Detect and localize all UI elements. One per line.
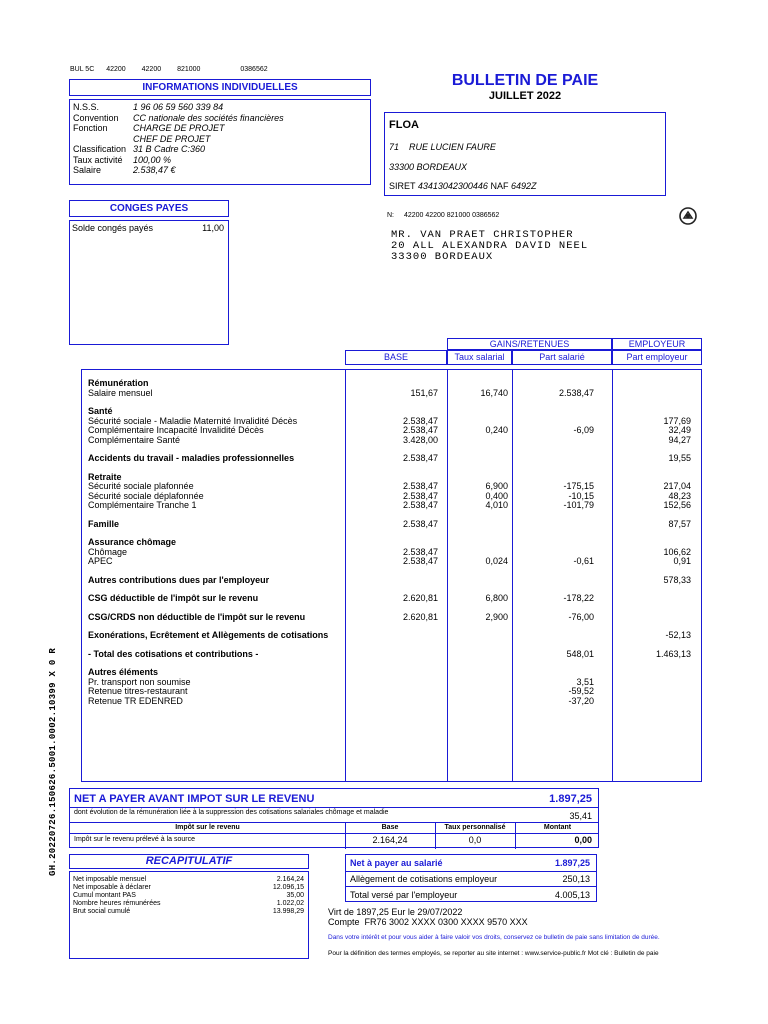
employee-line2: 20 ALL ALEXANDRA DAVID NEEL: [391, 240, 589, 252]
info-value: 1 96 06 59 560 339 84: [133, 102, 224, 112]
row-part-employeur: 48,23: [668, 490, 691, 501]
naf-label: NAF: [490, 181, 509, 191]
info-label: Convention: [73, 112, 119, 123]
employee-line3: 33300 BORDEAUX: [391, 251, 494, 263]
row-taux: 6,800: [485, 593, 508, 603]
info-box: [69, 99, 371, 185]
recap-value: 2.164,24: [276, 876, 304, 883]
recap-value: 12.096,15: [272, 884, 304, 891]
gains-header: GAINS/RETENUES: [447, 338, 612, 350]
row-label: Complémentaire Incapacité Invalidité Décès: [88, 425, 264, 435]
net-salarie-box: [345, 854, 597, 902]
info-label: Salaire: [73, 165, 102, 175]
row-label: - Total des cotisations et contributions -: [88, 648, 259, 659]
table-row: [82, 677, 701, 687]
row-base: 2.538,47: [402, 481, 438, 491]
employer-siret: [389, 181, 537, 191]
table-row: [82, 500, 701, 510]
impot-taux: 0,0: [468, 835, 482, 845]
impot-label: Impôt sur le revenu prélevé à la source: [74, 836, 196, 843]
recap-value: 13.998,29: [272, 908, 304, 915]
info-value: 2.538,47 €: [133, 165, 176, 175]
row-taux: 6,900: [485, 481, 508, 491]
impot-base-header: Base: [381, 824, 399, 831]
row-label: Sécurité sociale - Maladie Maternité Invalidité Décès: [88, 415, 298, 426]
row-label: Sécurité sociale plafonnée: [88, 481, 194, 491]
row-part-employeur: 217,04: [663, 481, 691, 491]
virement: Virt de 1897,25 Eur le 29/07/2022: [328, 907, 463, 917]
recycle-logo-icon: [678, 206, 698, 226]
recap-value: 1.022,02: [276, 900, 304, 907]
conges-box: [69, 220, 229, 345]
row-part-employeur: 94,27: [668, 434, 691, 445]
table-row: [82, 556, 701, 566]
row-base: 2.538,47: [402, 415, 438, 426]
info-label: Classification: [73, 144, 127, 154]
row-label: Retraite: [88, 471, 122, 482]
table-row: [82, 406, 701, 416]
row-part-salarie: -76,00: [568, 611, 594, 622]
top-codes: [70, 66, 268, 73]
table-row: [82, 686, 701, 696]
row-part-salarie: -101,79: [563, 500, 594, 510]
table-row: [82, 696, 701, 706]
row-base: 2.538,47: [402, 490, 438, 501]
row-part-employeur: 32,49: [668, 425, 691, 435]
row-part-salarie: -6,09: [573, 425, 594, 435]
row-part-employeur: 19,55: [668, 453, 691, 463]
info-value: CC nationale des sociétés financières: [133, 112, 284, 123]
row-label: Assurance chômage: [88, 537, 177, 547]
row-base: 2.538,47: [402, 556, 438, 566]
row-part-salarie: -37,20: [568, 695, 594, 706]
impot-header: Impôt sur le revenu: [175, 824, 240, 831]
net-note: dont évolution de la rémunération liée à la suppression des cotisations salariales chômage et maladie: [74, 809, 389, 816]
row-label: Accidents du travail - maladies professionnelles: [88, 453, 295, 463]
row-part-employeur: 177,69: [663, 415, 691, 426]
info-label: Fonction: [73, 123, 108, 133]
part-salarie-header: Part salarié: [512, 350, 612, 365]
ref-line: [387, 212, 499, 219]
table-row: [82, 593, 701, 603]
info-value: 31 B Cadre C:360: [133, 144, 206, 154]
side-code: GH.20220726.150626.5001.0002.10399 X 0 R: [48, 647, 58, 876]
employer-name: FLOA: [389, 119, 419, 131]
conges-label: Solde congés payés: [72, 223, 154, 233]
info-header: INFORMATIONS INDIVIDUELLES: [69, 79, 371, 96]
employer-box: [384, 112, 666, 196]
row-base: 2.538,47: [402, 518, 438, 529]
net-note-value: 35,41: [569, 811, 592, 821]
recap-value: 35,00: [286, 892, 304, 899]
info-value: CHEF DE PROJET: [133, 133, 211, 144]
table-row: [82, 481, 701, 491]
row-part-employeur: 152,56: [663, 500, 691, 510]
table-row: [82, 649, 701, 659]
info-value: CHARGE DE PROJET: [133, 123, 225, 133]
row-part-employeur: 87,57: [668, 518, 691, 529]
row-base: 2.538,47: [402, 453, 438, 463]
table-row: [82, 425, 701, 435]
info-value: 100,00 %: [133, 154, 172, 165]
naf-value: 6492Z: [510, 181, 537, 191]
table-row: [82, 416, 701, 426]
row-part-salarie: -0,61: [573, 556, 594, 566]
row-label: Salaire mensuel: [88, 387, 153, 398]
employee-line1: MR. VAN PRAET CHRISTOPHER: [391, 229, 574, 241]
row-base: 3.428,00: [402, 434, 438, 445]
row-part-salarie: 3,51: [576, 676, 594, 687]
row-base: 151,67: [410, 387, 438, 398]
table-row: [82, 630, 701, 640]
table-row: [82, 667, 701, 677]
siret-label: SIRET: [389, 181, 416, 191]
row-label: Exonérations, Ecrêtement et Allègements de cotisations: [88, 630, 329, 640]
row-label: Famille: [88, 518, 120, 529]
recap-label: Nombre heures rémunérées: [73, 900, 161, 907]
net-avant-impot-box: [69, 788, 599, 848]
siret-value: 43413042300446: [417, 181, 488, 191]
impot-base: 2.164,24: [372, 835, 408, 845]
row-label: Complémentaire Santé: [88, 434, 181, 445]
table-row: [82, 575, 701, 585]
row-label: Retenue titres-restaurant: [88, 686, 188, 696]
base-header: BASE: [345, 350, 447, 365]
row-base: 2.620,81: [402, 593, 438, 603]
allegement-label: Allègement de cotisations employeur: [350, 874, 498, 884]
net-avant-impot-label: NET A PAYER AVANT IMPOT SUR LE REVENU: [74, 793, 315, 805]
compte: Compte FR76 3002 XXXX 0300 XXXX 9570 XXX: [328, 917, 528, 927]
part-employeur-header: Part employeur: [612, 350, 702, 365]
row-part-salarie: -178,22: [563, 593, 594, 603]
table-row: [82, 612, 701, 622]
info-label: Taux activité: [73, 154, 123, 165]
row-part-employeur: 578,33: [663, 574, 691, 585]
employeur-header: EMPLOYEUR: [612, 338, 702, 350]
row-base: 2.620,81: [402, 611, 438, 622]
code-2: 42200: [141, 66, 162, 73]
recap-box: [69, 871, 309, 959]
row-taux: 0,240: [485, 425, 508, 435]
conges-header: CONGES PAYES: [69, 200, 229, 217]
row-label: Complémentaire Tranche 1: [88, 500, 197, 510]
row-label: Pr. transport non soumise: [88, 676, 191, 687]
row-base: 2.538,47: [402, 425, 438, 435]
table-row: [82, 435, 701, 445]
main-table: [81, 369, 702, 782]
table-row: [82, 519, 701, 529]
table-row: [82, 388, 701, 398]
row-part-salarie: -10,15: [568, 490, 594, 501]
row-part-salarie: -175,15: [563, 481, 594, 491]
row-label: Rémunération: [88, 378, 149, 388]
net-salarie-label: Net à payer au salarié: [350, 858, 443, 868]
impot-montant-header: Montant: [543, 824, 572, 831]
row-part-employeur: 0,91: [673, 556, 691, 566]
row-label: Autres contributions dues par l'employeur: [88, 574, 270, 585]
conges-value: 11,00: [202, 223, 224, 233]
code-3: 821000: [177, 66, 201, 73]
code-4: 0386562: [240, 66, 268, 73]
doc-title: BULLETIN DE PAIE: [451, 72, 599, 89]
row-part-employeur: 1.463,13: [655, 648, 691, 659]
note-black: Pour la définition des termes employés, se reporter au site internet : www.service-public.fr Mot clé : Bulletin de paie: [328, 950, 659, 957]
net-salarie-value: 1.897,25: [554, 858, 590, 868]
taux-header: Taux salarial: [447, 350, 512, 365]
row-part-employeur: 106,62: [663, 546, 691, 557]
ref-codes: 42200 42200 821000 0386562: [403, 212, 500, 219]
row-part-salarie: -59,52: [568, 686, 594, 696]
row-taux: 16,740: [480, 387, 508, 398]
code-1: 42200: [106, 66, 126, 73]
table-row: [82, 491, 701, 501]
doc-period: JUILLET 2022: [488, 90, 562, 102]
note-blue: Dans votre intérêt et pour vous aider à faire valoir vos droits, conservez ce bulletin de paie sans limitation de durée.: [328, 934, 660, 941]
total-employeur-value: 4.005,13: [554, 890, 590, 900]
recap-label: Net imposable mensuel: [73, 876, 147, 883]
recap-label: Net imposable à déclarer: [73, 884, 151, 891]
row-taux: 0,024: [485, 556, 508, 566]
impot-taux-header: Taux personnalisé: [444, 824, 506, 831]
row-label: CSG déductible de l'impôt sur le revenu: [88, 593, 259, 603]
row-part-salarie: 2.538,47: [558, 387, 594, 398]
row-label: Sécurité sociale déplafonnée: [88, 490, 204, 501]
employer-address2: 33300 BORDEAUX: [389, 162, 468, 172]
table-row: [82, 453, 701, 463]
table-row: [82, 537, 701, 547]
allegement-value: 250,13: [562, 874, 590, 884]
employee-address: [391, 230, 588, 263]
table-row: [82, 472, 701, 482]
row-taux: 0,400: [485, 490, 508, 501]
row-label: Retenue TR EDENRED: [88, 695, 183, 706]
row-label: Chômage: [88, 546, 128, 557]
row-part-salarie: 548,01: [566, 648, 594, 659]
row-part-employeur: -52,13: [665, 630, 691, 640]
total-employeur-label: Total versé par l'employeur: [350, 890, 458, 900]
row-base: 2.538,47: [402, 546, 438, 557]
recap-label: Cumul montant PAS: [73, 892, 136, 899]
row-taux: 2,900: [485, 611, 508, 622]
recap-label: Brut social cumulé: [73, 908, 131, 915]
employer-address1: 71 RUE LUCIEN FAURE: [389, 142, 496, 152]
row-taux: 4,010: [485, 500, 508, 510]
impot-montant: 0,00: [574, 835, 592, 845]
code-bul: BUL 5C: [70, 66, 95, 73]
row-base: 2.538,47: [402, 500, 438, 510]
table-row: [82, 378, 701, 388]
table-row: [82, 547, 701, 557]
row-label: Autres éléments: [88, 667, 159, 677]
row-label: Santé: [88, 406, 113, 416]
row-label: CSG/CRDS non déductible de l'impôt sur le revenu: [88, 611, 306, 622]
row-label: APEC: [88, 556, 113, 566]
ref-n: N:: [387, 212, 394, 219]
info-label: N.S.S.: [73, 102, 100, 112]
net-avant-impot-value: 1.897,25: [549, 793, 592, 805]
recap-header: RECAPITULATIF: [69, 854, 309, 869]
